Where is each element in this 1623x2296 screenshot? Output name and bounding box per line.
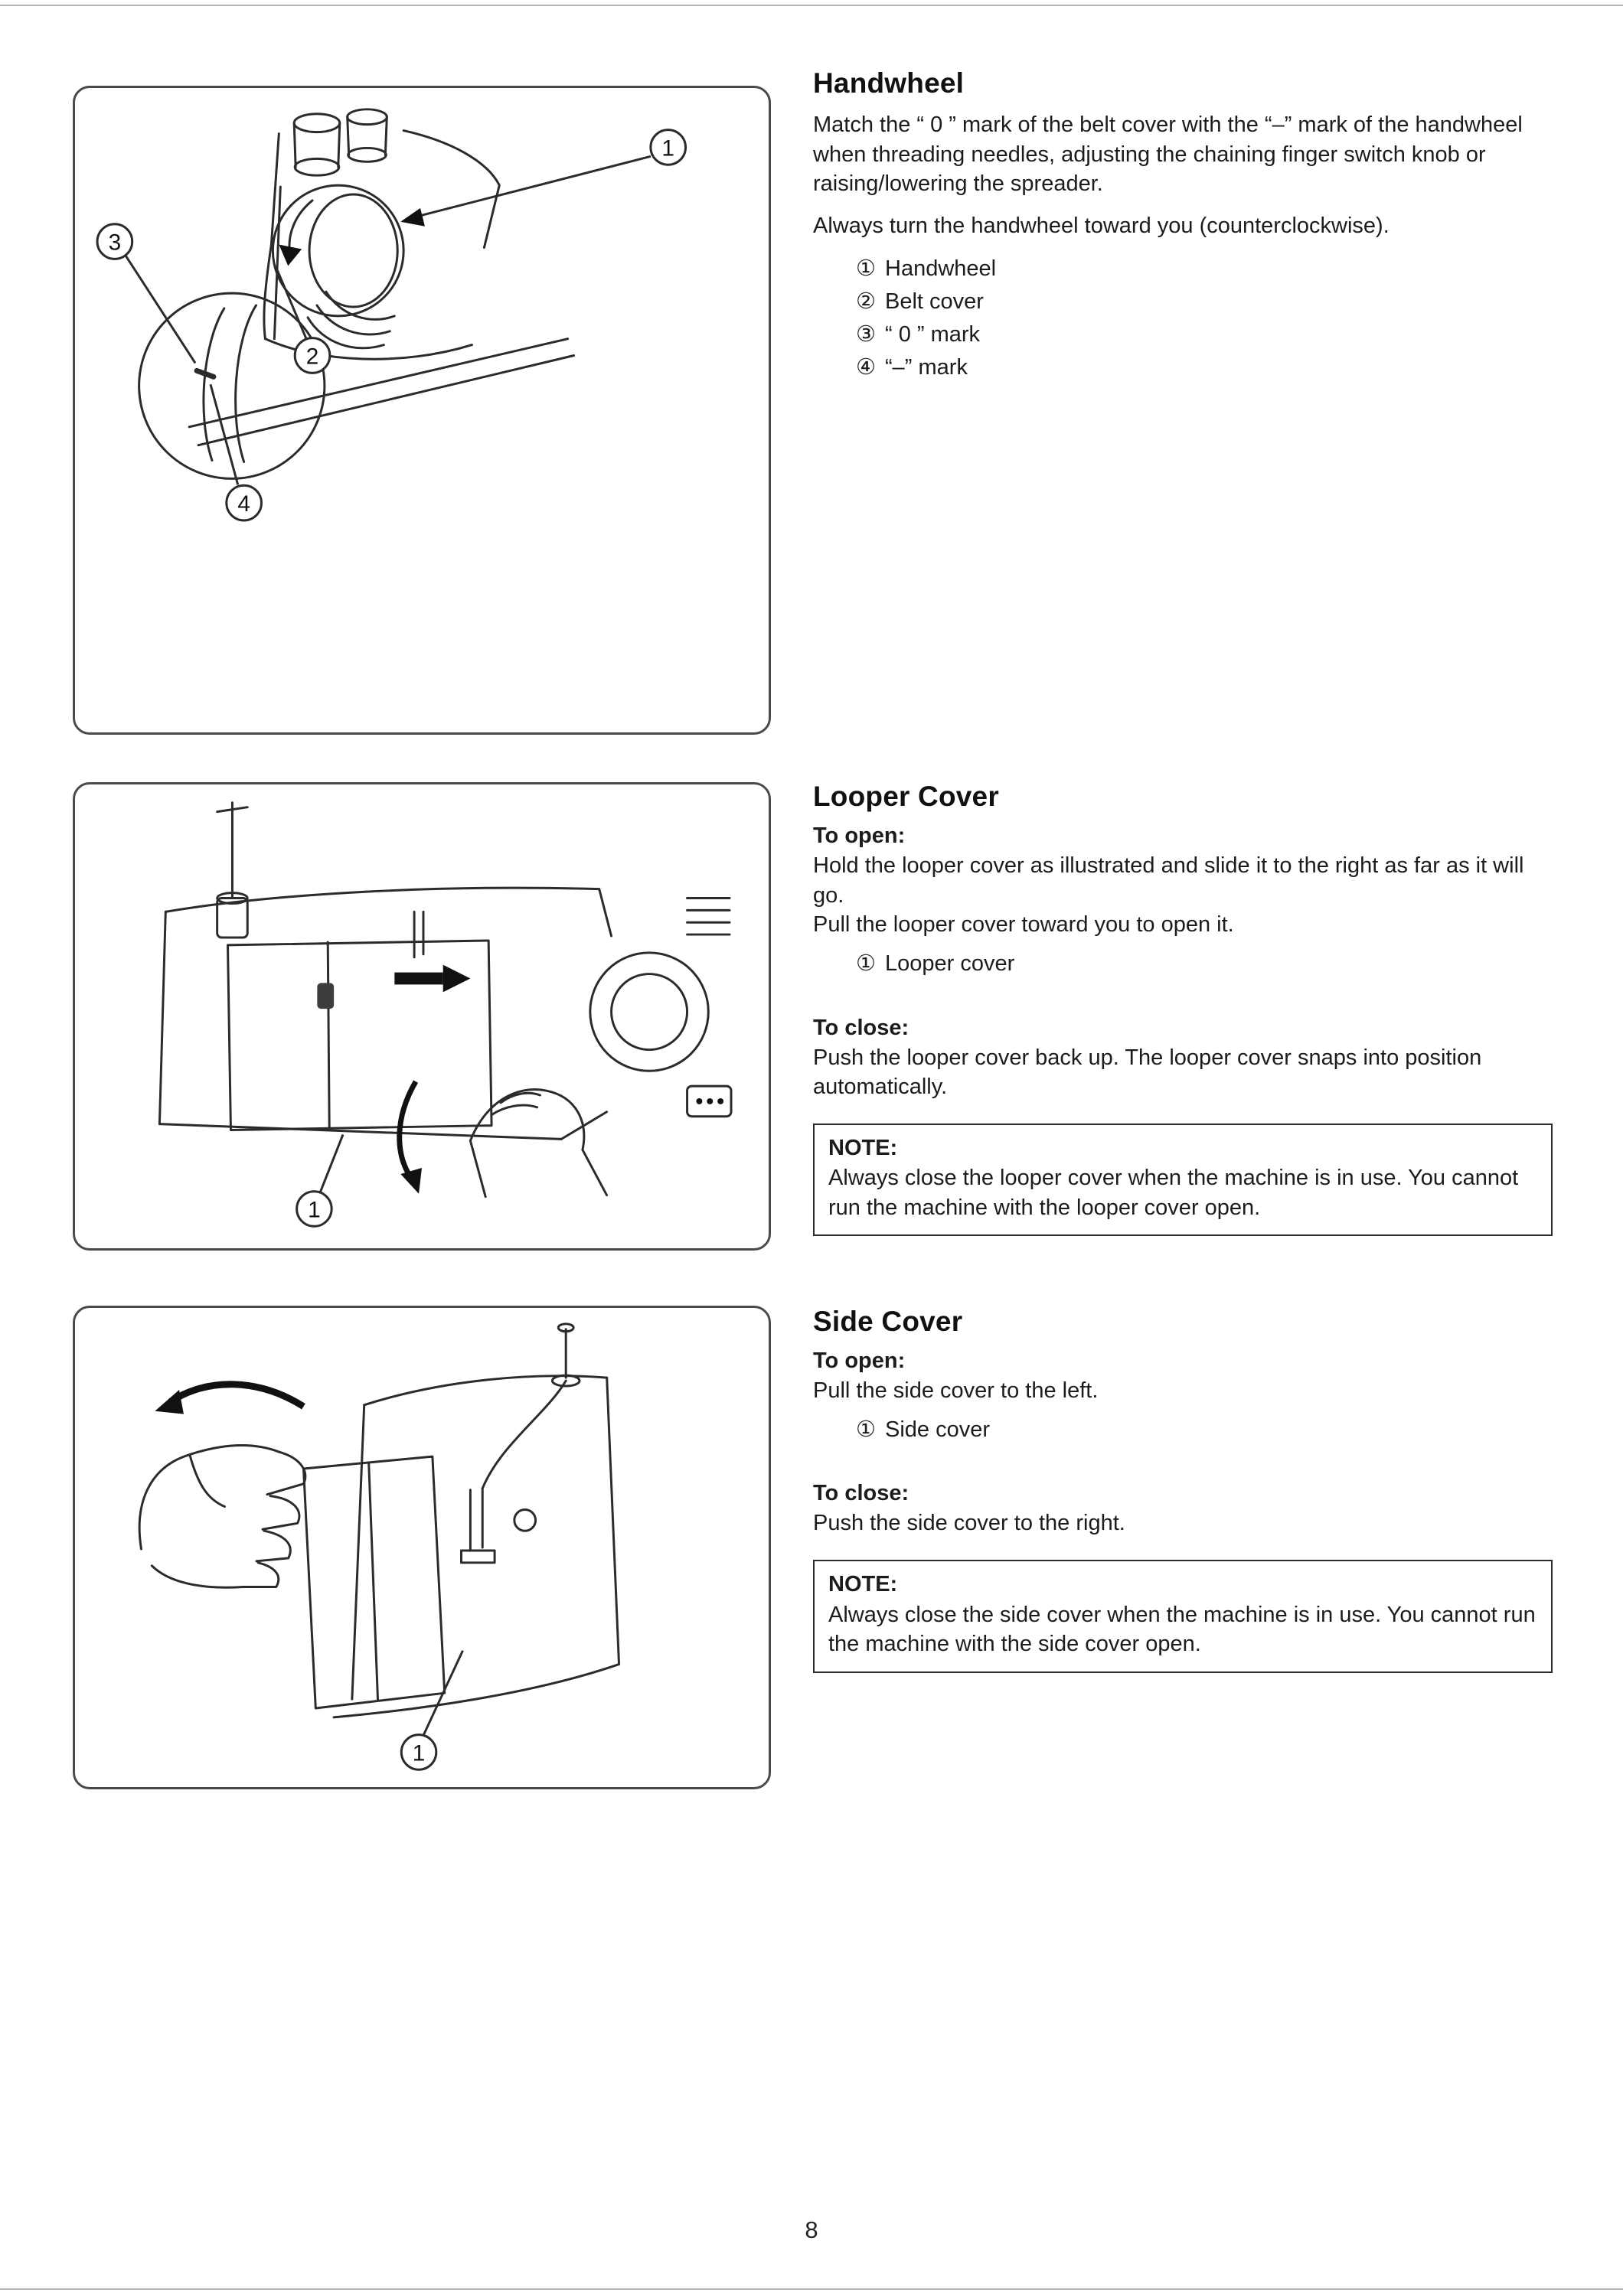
note-text: Always close the looper cover when the machine is in use. You cannot run the machine with the looper cover open.: [828, 1166, 1519, 1220]
handwheel-para-2: Always turn the handwheel toward you (counterclockwise).: [813, 213, 1390, 238]
legend-label: “–” mark: [885, 354, 968, 380]
legend-num: ④: [856, 354, 876, 380]
legend-item: [856, 1414, 1553, 1446]
svg-text:1: 1: [661, 135, 674, 161]
handwheel-section: [813, 67, 1553, 392]
legend-num: ①: [856, 1417, 876, 1442]
side-note-box: [813, 1560, 1553, 1673]
looper-cover-illustration: [75, 784, 769, 1248]
svg-text:1: 1: [412, 1740, 426, 1766]
looper-cover-figure-box: [73, 782, 771, 1251]
switch-dot: [707, 1098, 713, 1104]
callout-4-leader: [211, 384, 238, 484]
callout-3-leader: [126, 255, 195, 363]
pull-left-arrow: [170, 1384, 303, 1407]
handwheel-legend: [856, 253, 1553, 384]
looper-note-box: [813, 1124, 1553, 1237]
page-bottom-edge: [0, 2288, 1623, 2290]
callout-1-leader: [414, 156, 651, 217]
svg-text:4: 4: [237, 491, 250, 517]
looper-cover-section: [813, 781, 1553, 1236]
looper-close-text: Push the looper cover back up. The looper cover snaps into position automatically.: [813, 1045, 1482, 1100]
open-down-arrow: [400, 1081, 416, 1180]
handwheel-machine-drawing: [139, 109, 574, 479]
legend-num: ③: [856, 322, 876, 347]
looper-title: Looper Cover: [813, 781, 999, 812]
callout-1: [651, 130, 686, 165]
side-close-label: To close:: [813, 1481, 909, 1506]
side-open-text: Pull the side cover to the left.: [813, 1378, 1099, 1403]
side-close-text: Push the side cover to the right.: [813, 1511, 1125, 1536]
legend-label: Looper cover: [885, 951, 1015, 976]
callout-1: [297, 1192, 332, 1227]
handwheel-para-1: Match the “ 0 ” mark of the belt cover with the “–” mark of the handwheel when threading needles, adjusting the chaining finger switch knob or raising/lowering the spreader.: [813, 113, 1523, 197]
looper-open-text-1: Hold the looper cover as illustrated and slide it to the right as far as it will go.: [813, 853, 1524, 908]
legend-label: Handwheel: [885, 256, 997, 282]
side-legend: [856, 1414, 1553, 1446]
page-number: 8: [805, 2216, 818, 2243]
pull-left-arrowhead: [155, 1390, 184, 1414]
note-text: Always close the side cover when the machine is in use. You cannot run the machine with the side cover open.: [828, 1602, 1536, 1657]
callout-1: [401, 1735, 436, 1770]
legend-item: [856, 253, 1553, 285]
looper-open-label: To open:: [813, 823, 906, 848]
looper-machine-drawing: [159, 803, 731, 1197]
handwheel-figure-box: [73, 86, 771, 735]
side-cover-section: [813, 1306, 1553, 1673]
legend-item: [856, 285, 1553, 318]
side-open-label: To open:: [813, 1349, 906, 1373]
legend-label: Belt cover: [885, 289, 984, 315]
svg-text:1: 1: [308, 1197, 321, 1223]
page-top-edge: [0, 5, 1623, 6]
side-cover-illustration: [75, 1308, 769, 1787]
legend-label: “ 0 ” mark: [885, 322, 981, 347]
legend-num: ②: [856, 289, 876, 315]
switch-dot: [717, 1098, 723, 1104]
side-title: Side Cover: [813, 1306, 963, 1337]
svg-text:3: 3: [108, 230, 122, 256]
legend-item: [856, 351, 1553, 384]
callout-1-arrowhead: [400, 208, 425, 227]
cover-grip: [317, 983, 334, 1009]
legend-num: ①: [856, 256, 876, 282]
legend-num: ①: [856, 951, 876, 976]
switch-dot: [696, 1098, 702, 1104]
side-cover-figure-box: [73, 1306, 771, 1789]
looper-legend: [856, 947, 1553, 980]
svg-text:2: 2: [305, 344, 319, 370]
rotation-arrowhead: [279, 245, 302, 266]
callout-3: [97, 224, 132, 259]
note-title: NOTE:: [828, 1572, 898, 1597]
legend-label: Side cover: [885, 1417, 991, 1442]
looper-open-text-2: Pull the looper cover toward you to open it.: [813, 912, 1234, 938]
callout-1-leader: [320, 1134, 343, 1192]
legend-item: [856, 318, 1553, 351]
looper-close-label: To close:: [813, 1015, 909, 1040]
open-down-arrowhead: [400, 1168, 422, 1194]
handwheel-illustration: [75, 88, 769, 732]
legend-item: [856, 947, 1553, 980]
note-title: NOTE:: [828, 1135, 898, 1160]
callout-4: [227, 485, 262, 520]
handwheel-title: Handwheel: [813, 67, 965, 99]
callout-2: [295, 338, 330, 373]
slide-right-arrow: [394, 965, 470, 993]
